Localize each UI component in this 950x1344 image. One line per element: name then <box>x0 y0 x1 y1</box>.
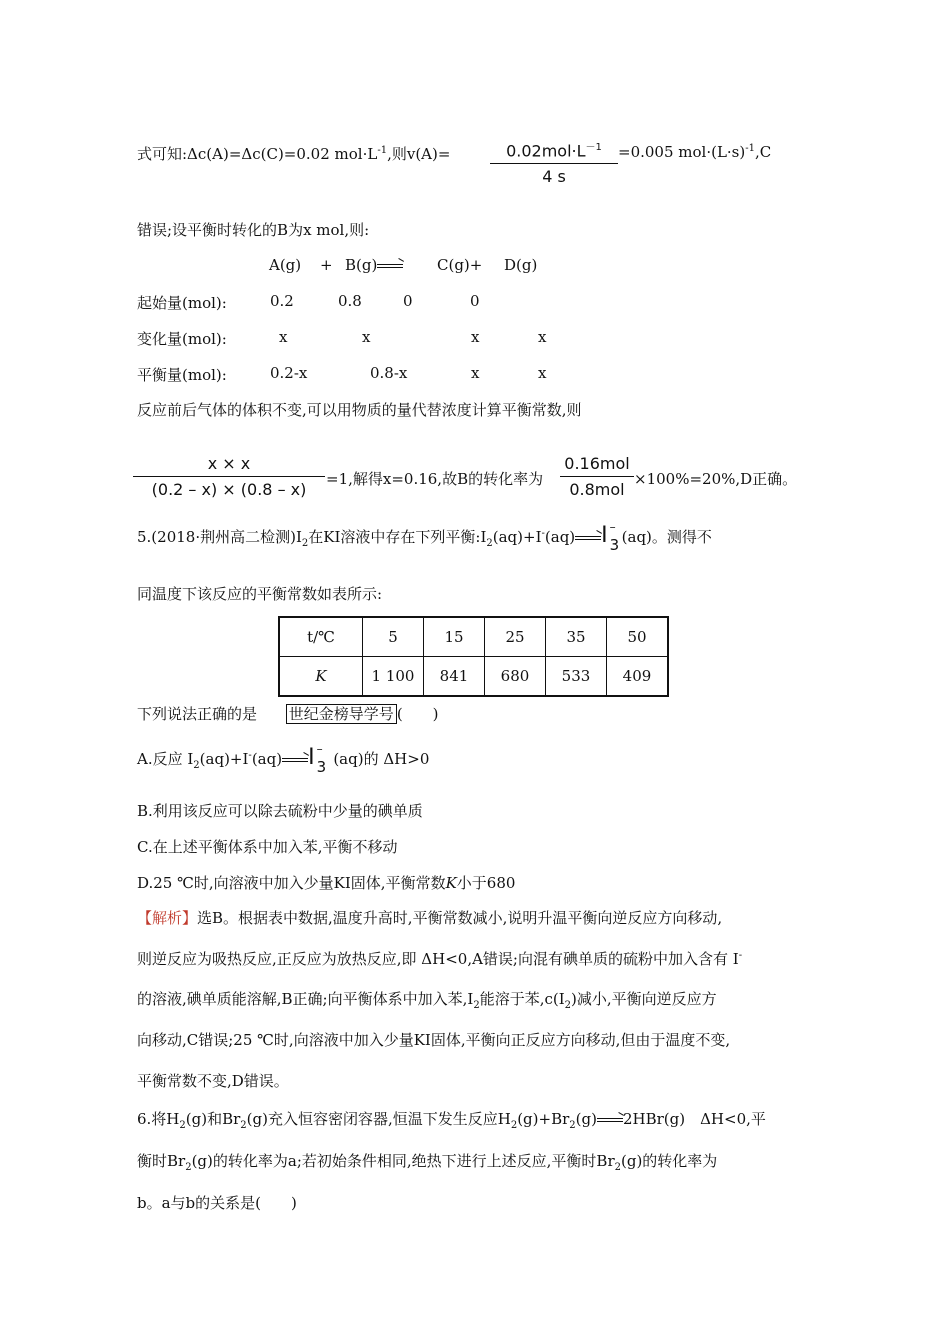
option-a-mid2: (aq) <box>251 750 283 768</box>
row-eq-label: 平衡量(mol): <box>137 366 227 384</box>
row-eq-v2: 0.8-x <box>370 364 408 382</box>
q5-line-1 <box>137 520 712 554</box>
option-d-b: 小于680 <box>456 874 516 892</box>
conversion-fraction-numerator: 0.16mol <box>564 454 630 473</box>
formula-suffix: ×100%=20%,D正确。 <box>634 470 798 488</box>
q6-sub-4: 2 <box>569 1120 576 1131</box>
formula-mid: =1,解得x=0.16,故B的转化率为 <box>326 470 544 488</box>
k-fraction <box>133 454 325 499</box>
analysis-l3-sub1: 2 <box>473 1000 480 1011</box>
analysis-l3b: 能溶于苯,c(I <box>479 990 565 1008</box>
q5-l1-b: 在KI溶液中存在下列平衡:I <box>308 528 487 546</box>
table-cell: 841 <box>424 657 485 697</box>
equilibrium-arrow-icon <box>575 534 601 542</box>
option-d-a: D.25 ℃时,向溶液中加入少量KI固体,平衡常数 <box>137 874 446 892</box>
q6-l1a: 6.将H <box>137 1110 180 1128</box>
line1-suffix-text: =0.005 mol·(L·s) <box>618 143 746 161</box>
text-line-2: 错误;设平衡时转化的B为x mol,则: <box>137 221 370 239</box>
q6-line-1 <box>137 1108 766 1131</box>
row-start-v3: 0 <box>403 292 413 310</box>
analysis-l3c: )减小,平衡向逆反应方 <box>571 990 717 1008</box>
analysis-l2-sup: - <box>738 950 743 961</box>
q6-l2a: 衡时Br <box>137 1152 186 1170</box>
q5-sub-2: 2 <box>486 538 493 549</box>
option-a-sup: - <box>248 750 252 761</box>
line1-suffix-sup: -1 <box>745 143 755 154</box>
analysis-line-4: 向移动,C错误;25 ℃时,向溶液中加入少量KI固体,平衡向正反应方向移动,但由于温度不变, <box>137 1031 731 1049</box>
table-cell: 50 <box>607 617 669 657</box>
triiodide-sub: 3 <box>609 536 620 554</box>
line1-prefix: 式可知:Δc(A)=Δc(C)=0.02 mol·L <box>137 145 378 163</box>
k-fraction-denominator: (0.2 – x) × (0.8 – x) <box>151 480 307 499</box>
table-cell: 409 <box>607 657 669 697</box>
row-change-v3: x <box>471 328 480 346</box>
analysis-l1: 选B。根据表中数据,温度升高时,平衡常数减小,说明升温平衡向逆反应方向移动, <box>197 909 723 927</box>
q5-l1-a: 5.(2018·荆州高二检测)I <box>137 528 302 546</box>
q6-l2-sub2: 2 <box>614 1162 621 1173</box>
k-fraction-numerator: x × x <box>207 454 251 473</box>
prompt-text: 下列说法正确的是 <box>137 705 258 723</box>
text-note: 反应前后气体的体积不变,可以用物质的量代替浓度计算平衡常数,则 <box>137 401 582 419</box>
row-change-v2: x <box>362 328 371 346</box>
q6-sub-2: 2 <box>240 1120 247 1131</box>
rate-fraction-numerator-sup: －1 <box>585 142 602 153</box>
line1-suffix <box>618 143 771 161</box>
eq-d: D(g) <box>504 256 538 274</box>
option-a-prefix: A.反应 I <box>137 750 194 768</box>
analysis-line-5: 平衡常数不变,D错误。 <box>137 1072 289 1090</box>
option-a-end: (aq)的 ΔH>0 <box>328 750 430 768</box>
table-cell: 533 <box>546 657 607 697</box>
analysis-l3a: 的溶液,碘单质能溶解,B正确;向平衡体系中加入苯,I <box>137 990 474 1008</box>
table-cell: t/℃ <box>279 617 363 657</box>
line1-suffix-end: ,C <box>754 143 772 161</box>
eq-b-wrap <box>345 256 403 274</box>
table-cell: 1 100 <box>363 657 424 697</box>
row-eq-v1: 0.2-x <box>270 364 308 382</box>
row-start-label: 起始量(mol): <box>137 294 227 312</box>
option-d-k: K <box>445 874 457 892</box>
rate-fraction-numerator: 0.02mol·L <box>506 141 586 161</box>
prompt-paren: ( ) <box>396 705 439 723</box>
table-cell: 15 <box>424 617 485 657</box>
q6-l2-sub1: 2 <box>185 1162 192 1173</box>
row-start-v2: 0.8 <box>338 292 362 310</box>
option-d <box>137 872 515 893</box>
eq-plus: + <box>320 256 333 274</box>
analysis-line-3 <box>137 988 717 1011</box>
triiodide-sup: – <box>609 520 616 534</box>
analysis-l3-sub2: 2 <box>564 1000 572 1011</box>
q6-l1d: (g)+Br <box>517 1110 570 1128</box>
eq-a: A(g) <box>269 256 302 274</box>
row-change-label: 变化量(mol): <box>137 330 227 348</box>
table-cell: 25 <box>485 617 546 657</box>
q5-l1-e: (aq)。测得不 <box>621 528 712 546</box>
q5-line-2: 同温度下该反应的平衡常数如表所示: <box>137 585 383 603</box>
q6-l2b: (g)的转化率为a;若初始条件相同,绝热下进行上述反应,平衡时Br <box>191 1152 615 1170</box>
row-start-v1: 0.2 <box>270 292 294 310</box>
q6-sub-3: 2 <box>510 1120 518 1131</box>
q6-sub-1: 2 <box>179 1120 186 1131</box>
option-a-sub: 2 <box>193 760 200 771</box>
conversion-fraction <box>560 454 634 499</box>
row-eq-v4: x <box>538 364 547 382</box>
q6-l2c: (g)的转化率为 <box>621 1152 718 1170</box>
text-line-1 <box>137 143 450 164</box>
row-change-v1: x <box>279 328 288 346</box>
option-a-triiodide-sub: 3 <box>316 758 327 776</box>
eq-c: C(g)+ <box>437 256 483 274</box>
analysis-tag: 【解析】 <box>137 909 198 927</box>
option-b: B.利用该反应可以除去硫粉中少量的碘单质 <box>137 802 423 820</box>
q6-l1f: 2HBr(g) ΔH<0,平 <box>622 1110 766 1128</box>
analysis-line-1 <box>137 907 722 928</box>
option-a-triiodide-sup: – <box>316 742 323 756</box>
table-cell: 35 <box>546 617 607 657</box>
q5-l1-d: (aq) <box>544 528 576 546</box>
analysis-l2: 则逆反应为吸热反应,正反应为放热反应,即 ΔH<0,A错误;向混有碘单质的硫粉中加入含有 I <box>137 950 739 968</box>
q6-l1c: (g)充入恒容密闭容器,恒温下发生反应H <box>246 1110 511 1128</box>
option-c: C.在上述平衡体系中加入苯,平衡不移动 <box>137 838 398 856</box>
table-row <box>279 657 668 697</box>
q5-sub-1: 2 <box>301 538 309 549</box>
q6-l1e: (g) <box>575 1110 597 1128</box>
equilibrium-constant-table <box>278 616 669 697</box>
analysis-line-2 <box>137 948 742 969</box>
triiodide-symbol: I <box>601 523 608 548</box>
line1-prefix-sup: -1 <box>377 145 388 156</box>
equilibrium-arrow-icon <box>377 262 403 270</box>
eq-b: B(g) <box>345 256 378 274</box>
q6-line-2 <box>137 1150 717 1173</box>
equilibrium-arrow-icon <box>597 1116 623 1124</box>
line1-mid: ,则v(A)= <box>387 145 451 163</box>
q6-l1b: (g)和Br <box>185 1110 241 1128</box>
option-a-mid: (aq)+I <box>199 750 249 768</box>
table-cell: 680 <box>485 657 546 697</box>
rate-fraction <box>490 138 618 186</box>
row-change-v4: x <box>538 328 547 346</box>
row-eq-v3: x <box>471 364 480 382</box>
rate-fraction-denominator: 4 s <box>542 167 566 187</box>
q6-line-3: b。a与b的关系是( ) <box>137 1194 297 1212</box>
option-a <box>137 742 430 776</box>
equilibrium-arrow-icon <box>282 756 308 764</box>
q5-l1-c: (aq)+I <box>492 528 542 546</box>
option-a-triiodide: I <box>308 745 315 770</box>
q5-prompt <box>137 703 439 724</box>
table-cell: K <box>279 657 363 697</box>
q5-sup-minus: - <box>541 528 545 539</box>
row-start-v4: 0 <box>470 292 480 310</box>
table-cell: 5 <box>363 617 424 657</box>
prompt-boxed-label: 世纪金榜导学号 <box>286 704 397 724</box>
conversion-fraction-denominator: 0.8mol <box>569 480 625 499</box>
table-header-row <box>279 617 668 657</box>
